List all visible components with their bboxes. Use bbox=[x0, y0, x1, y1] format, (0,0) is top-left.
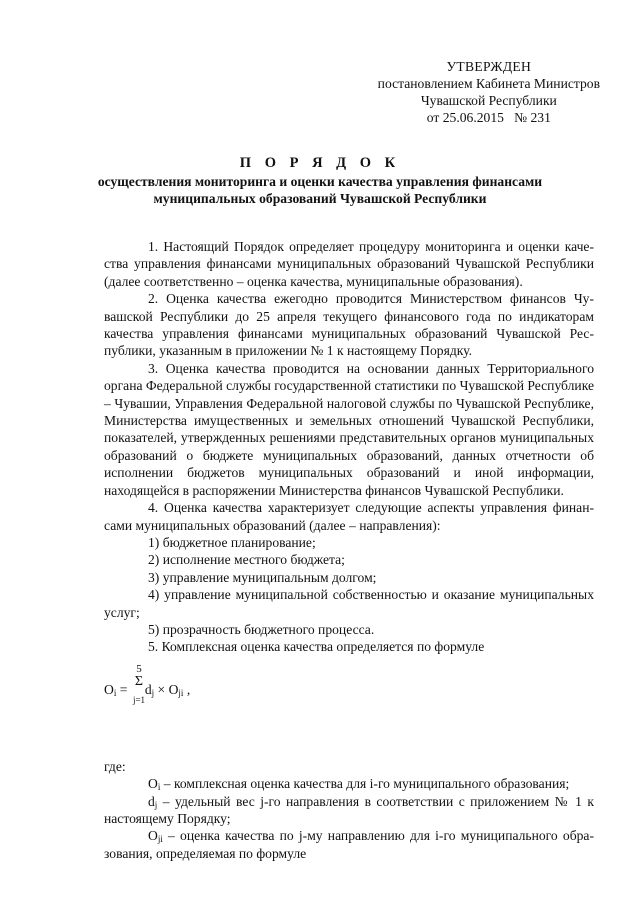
legend-dj-index: j bbox=[154, 799, 158, 810]
document-title bbox=[0, 153, 640, 207]
legend-oi-text: – комплексная оценка качества для i-го муниципального образования; bbox=[160, 776, 570, 792]
formula-score-index: ji bbox=[178, 687, 184, 698]
approval-title: УТВЕРЖДЕН bbox=[446, 59, 532, 74]
formula-equals: = bbox=[116, 681, 131, 697]
legend-oji-symbol: O bbox=[148, 828, 158, 844]
paragraph-1: 1. Настоящий Порядок определяет процедуру мониторинга и оценки качества управления финансами муниципальных образований Чувашской Республики (далее соответственно – оценка качества, муниципальные образования). bbox=[104, 239, 594, 289]
legend-oi bbox=[104, 775, 594, 792]
formula-weight: d bbox=[144, 681, 152, 697]
sigma-symbol: Σ bbox=[134, 673, 144, 689]
formula-expression bbox=[104, 681, 190, 698]
title-heading: П О Р Я Д О К bbox=[239, 155, 401, 171]
aspect-item: 1) бюджетное планирование; bbox=[148, 534, 316, 550]
legend-where: где: bbox=[104, 758, 126, 774]
formula-lhs: O bbox=[104, 681, 114, 697]
title-subtitle-line2: муниципальных образований Чувашской Республики bbox=[153, 191, 487, 206]
approval-republic: Чувашской Республики bbox=[420, 93, 557, 108]
legend-oji-index: ji bbox=[157, 834, 163, 845]
paragraph-4: 4. Оценка качества характеризует следующие аспекты управления финансами муниципальных образований (далее – направления): bbox=[104, 500, 594, 533]
legend-oji bbox=[104, 827, 594, 862]
spacer bbox=[104, 722, 594, 758]
formula-lhs-index: i bbox=[113, 687, 117, 698]
paragraph-5: 5. Комплексная оценка качества определяется по формуле bbox=[148, 639, 485, 655]
formula-tail: , bbox=[183, 681, 191, 697]
approval-stamp bbox=[378, 58, 600, 126]
legend-dj-text: – удельный вес j-го направления в соответствии с приложением № 1 к настоящему Порядку; bbox=[104, 793, 594, 826]
formula-times: × bbox=[154, 681, 169, 697]
formula-complex-score bbox=[104, 656, 594, 722]
document-body bbox=[104, 238, 594, 862]
approval-date: от 25.06.2015 № 231 bbox=[426, 110, 551, 125]
paragraph-2: 2. Оценка качества ежегодно проводится Министерством финансов Чувашской Республики до 25 апреля текущего финансового года по индикаторам качества управления финансами муниципальных образований Чувашской Республики, указанным в приложении № 1 к настоящему Порядку. bbox=[104, 291, 594, 359]
sum-lower-limit: j=1 bbox=[132, 694, 146, 705]
approval-decree: постановлением Кабинета Министров bbox=[377, 76, 600, 91]
aspect-item: 5) прозрачность бюджетного процесса. bbox=[148, 621, 375, 637]
legend-dj bbox=[104, 793, 594, 828]
aspect-item: 4) управление муниципальной собственностью и оказание муниципальных услуг; bbox=[104, 587, 594, 620]
legend-oji-text: – оценка качества по j-му направлению для i-го муниципального образования, определяемая по формуле bbox=[104, 828, 594, 861]
aspect-item: 2) исполнение местного бюджета; bbox=[148, 552, 345, 568]
aspect-item: 3) управление муниципальным долгом; bbox=[148, 569, 377, 585]
legend-oi-index: i bbox=[157, 782, 161, 793]
paragraph-3: 3. Оценка качества проводится на основании данных Территориального органа Федеральной службы государственной статистики по Чувашской Республике – Чувашии, Управления Федеральной налоговой службы по Чувашской Республике, Министерства имущественных и земельных отношений Чувашской Республики, показателей, утвержденных решениями представительных органов муниципальных образований о бюджете муниципальных образований, данных отчетности об исполнении бюджетов муниципальных образований и иной информации, находящейся в распоряжении Министерства финансов Чувашской Республики. bbox=[104, 360, 594, 498]
formula-score: O bbox=[168, 681, 179, 697]
legend-oi-symbol: O bbox=[148, 776, 158, 792]
sum-upper-limit: 5 bbox=[136, 662, 142, 675]
legend-dj-symbol: d bbox=[148, 793, 155, 809]
formula-weight-index: j bbox=[151, 687, 155, 698]
title-subtitle-line1: осуществления мониторинга и оценки качества управления финансами bbox=[97, 174, 543, 189]
